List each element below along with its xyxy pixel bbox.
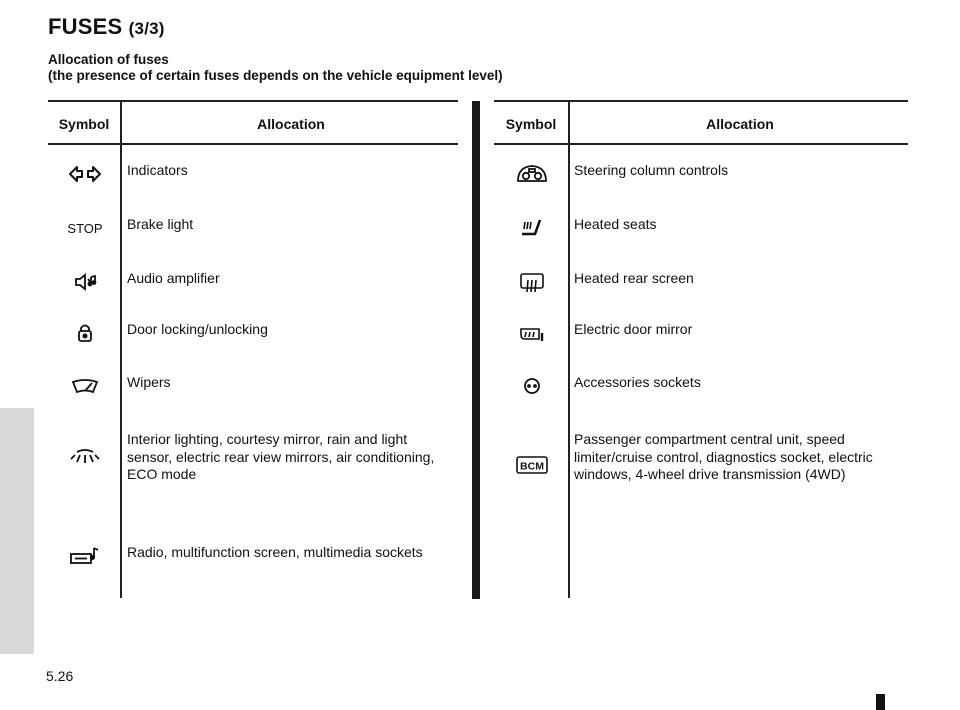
- allocation-text: Passenger compartment central unit, speed limiter/cruise control, diagnostics socket, electric windows, 4-wheel drive transmission (4WD): [574, 431, 873, 482]
- header-allocation: Allocation: [706, 116, 774, 132]
- page-number: 5.26: [46, 668, 74, 684]
- title-text: FUSES: [48, 14, 123, 39]
- allocation-text: Heated seats: [574, 216, 657, 232]
- header-allocation: Allocation: [257, 116, 325, 132]
- table-column-rule: [568, 100, 570, 598]
- header-symbol: Symbol: [58, 116, 110, 132]
- electric-mirror-icon: [515, 321, 549, 345]
- corner-mark: [876, 694, 885, 710]
- page-title: [48, 14, 165, 40]
- heated-rear-screen-icon: [515, 270, 549, 294]
- header-symbol: Symbol: [505, 116, 557, 132]
- stop-icon-text: STOP: [67, 221, 103, 236]
- radio-icon: [68, 544, 102, 568]
- page-subtitle: [48, 52, 503, 84]
- column-divider: [472, 101, 480, 599]
- heated-seat-icon: [515, 216, 549, 240]
- allocation-text: Interior lighting, courtesy mirror, rain and light sensor, electric rear view mirrors, air conditioning, ECO mode: [127, 431, 435, 482]
- accessory-socket-icon: [515, 374, 549, 398]
- title-part: (3/3): [128, 19, 165, 38]
- table-top-rule: [48, 100, 458, 102]
- subtitle-line-1: Allocation of fuses: [48, 52, 169, 67]
- bcm-icon-text: BCM: [520, 460, 544, 473]
- interior-light-icon: [68, 445, 102, 469]
- table-column-rule: [120, 100, 122, 598]
- bcm-icon: [515, 453, 549, 477]
- allocation-text: Steering column controls: [574, 162, 729, 178]
- wiper-icon: [68, 374, 102, 398]
- table-header-rule: [494, 143, 908, 145]
- allocation-text: Door locking/unlocking: [127, 321, 268, 337]
- allocation-text: Indicators: [127, 162, 188, 178]
- allocation-text: Radio, multifunction screen, multimedia sockets: [127, 544, 423, 560]
- chapter-tab: [0, 408, 34, 654]
- steering-column-icon: [515, 162, 549, 186]
- allocation-text: Audio amplifier: [127, 270, 220, 286]
- stop-icon: [68, 216, 102, 240]
- indicators-icon: [68, 162, 102, 186]
- allocation-text: Brake light: [127, 216, 194, 232]
- door-lock-icon: [68, 321, 102, 345]
- allocation-text: Accessories sockets: [574, 374, 701, 390]
- audio-amplifier-icon: [68, 270, 102, 294]
- table-top-rule: [494, 100, 908, 102]
- allocation-text: Wipers: [127, 374, 171, 390]
- subtitle-line-2: (the presence of certain fuses depends on the vehicle equipment level): [48, 68, 503, 83]
- table-header-rule: [48, 143, 458, 145]
- allocation-text: Heated rear screen: [574, 270, 694, 286]
- allocation-text: Electric door mirror: [574, 321, 693, 337]
